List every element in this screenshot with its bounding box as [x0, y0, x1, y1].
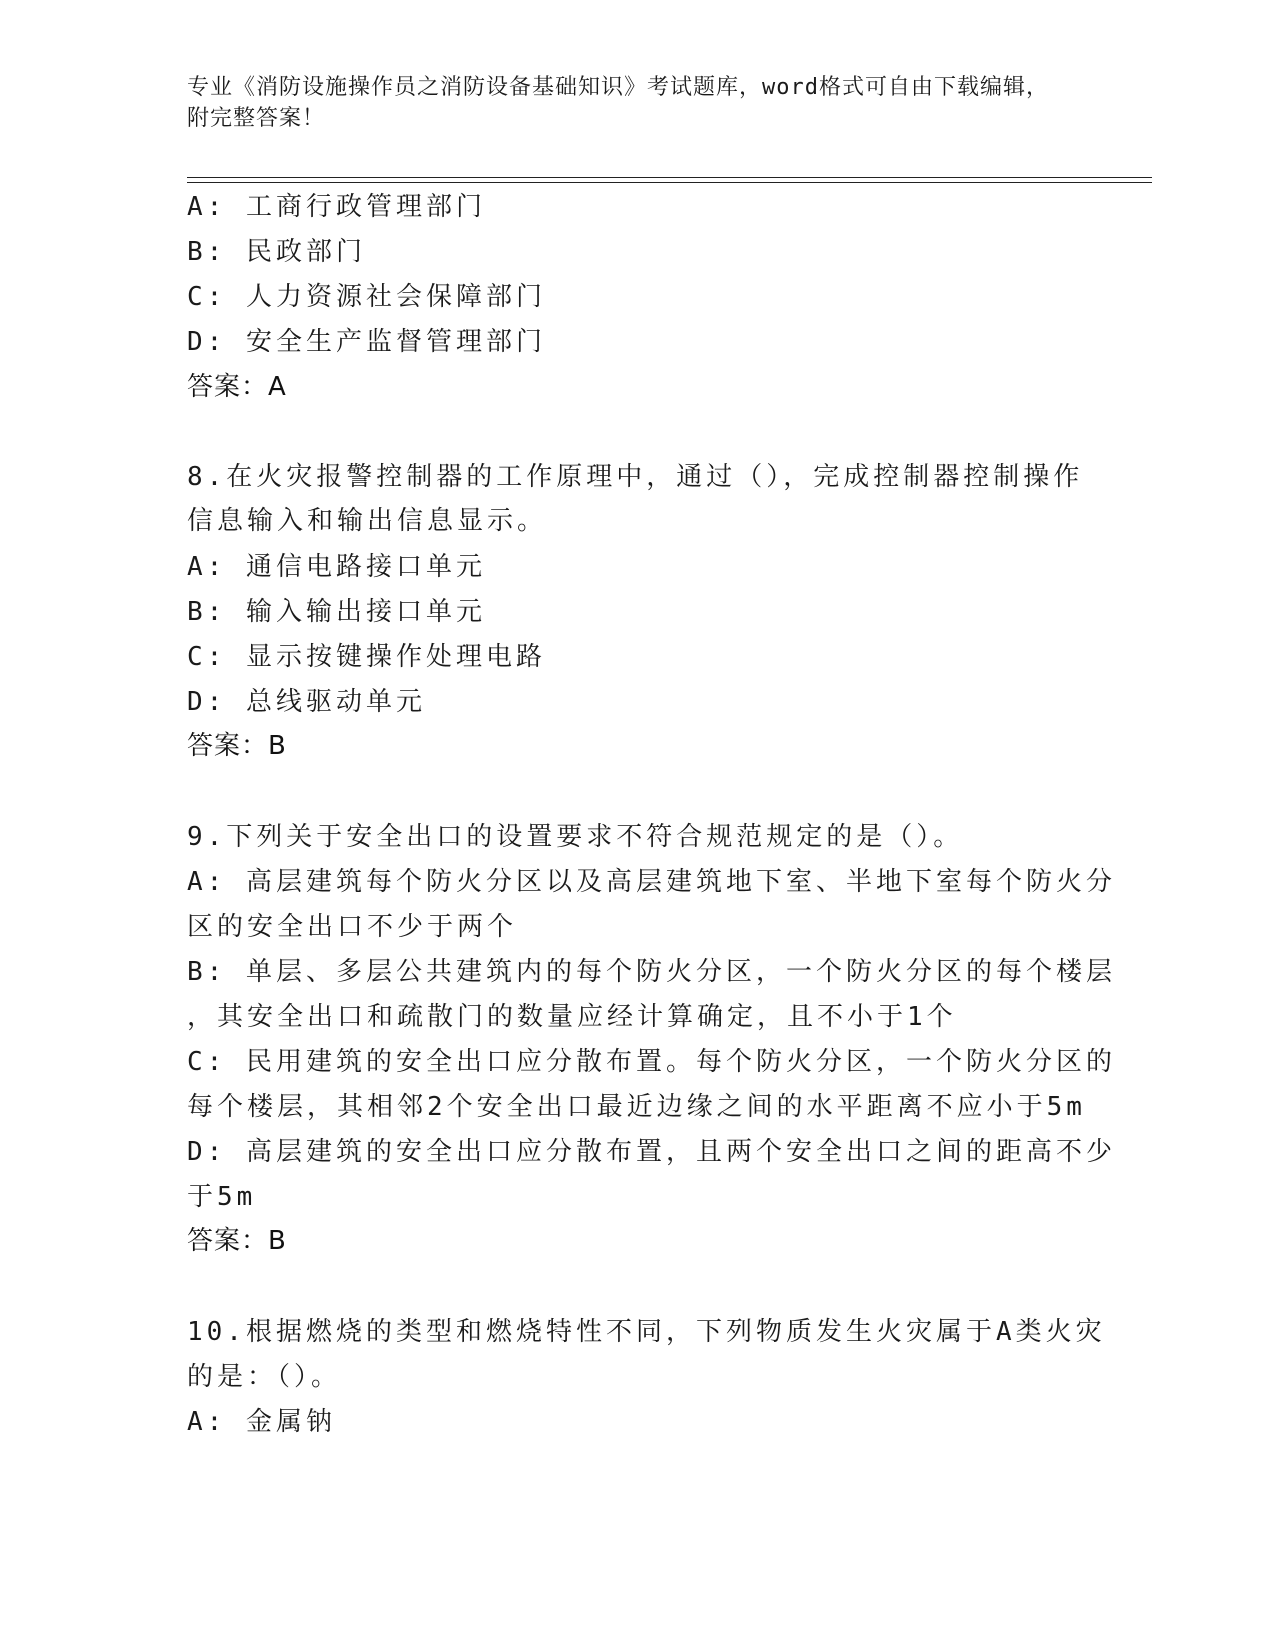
q8-stem-line-2: 信息输入和输出信息显示。: [187, 506, 548, 536]
q7-option-c: C: 人力资源社会保障部门: [187, 282, 546, 312]
q8-answer: 答案：B: [187, 731, 287, 761]
header-rule-bottom: [187, 182, 1152, 183]
q10-stem-line-1: 10.根据燃烧的类型和燃烧特性不同，下列物质发生火灾属于A类火灾: [187, 1317, 1106, 1347]
q9-option-b-line-1: B: 单层、多层公共建筑内的每个防火分区，一个防火分区的每个楼层: [187, 957, 1116, 987]
q8-option-a: A: 通信电路接口单元: [187, 552, 486, 582]
q9-option-a-line-2: 区的安全出口不少于两个: [187, 912, 518, 942]
header-rule-top: [187, 177, 1152, 178]
q9-answer: 答案：B: [187, 1226, 287, 1256]
document-header: 专业《消防设施操作员之消防设备基础知识》考试题库，word格式可自由下载编辑，附完整答案！: [187, 75, 1049, 131]
q7-option-d: D: 安全生产监督管理部门: [187, 327, 546, 357]
q8-option-b: B: 输入输出接口单元: [187, 597, 486, 627]
q10-option-a: A: 金属钠: [187, 1407, 336, 1437]
q9-option-d-line-1: D: 高层建筑的安全出口应分散布置，且两个安全出口之间的距高不少: [187, 1137, 1116, 1167]
q9-option-c-line-2: 每个楼层，其相邻2个安全出口最近边缘之间的水平距离不应小于5m: [187, 1092, 1086, 1122]
q9-option-b-line-2: ，其安全出口和疏散门的数量应经计算确定，且不小于1个: [187, 1002, 957, 1032]
q8-option-d: D: 总线驱动单元: [187, 687, 426, 717]
q7-option-b: B: 民政部门: [187, 237, 366, 267]
q9-option-d-line-2: 于5m: [187, 1182, 257, 1212]
q7-answer: 答案：A: [187, 372, 287, 402]
q9-option-a-line-1: A: 高层建筑每个防火分区以及高层建筑地下室、半地下室每个防火分: [187, 867, 1116, 897]
q8-option-c: C: 显示按键操作处理电路: [187, 642, 546, 672]
q9-stem: 9.下列关于安全出口的设置要求不符合规范规定的是（）。: [187, 822, 964, 852]
q8-stem-line-1: 8.在火灾报警控制器的工作原理中，通过（），完成控制器控制操作: [187, 462, 1084, 492]
q7-option-a: A: 工商行政管理部门: [187, 192, 486, 222]
q9-option-c-line-1: C: 民用建筑的安全出口应分散布置。每个防火分区，一个防火分区的: [187, 1047, 1116, 1077]
q10-stem-line-2: 的是：（）。: [187, 1362, 342, 1392]
